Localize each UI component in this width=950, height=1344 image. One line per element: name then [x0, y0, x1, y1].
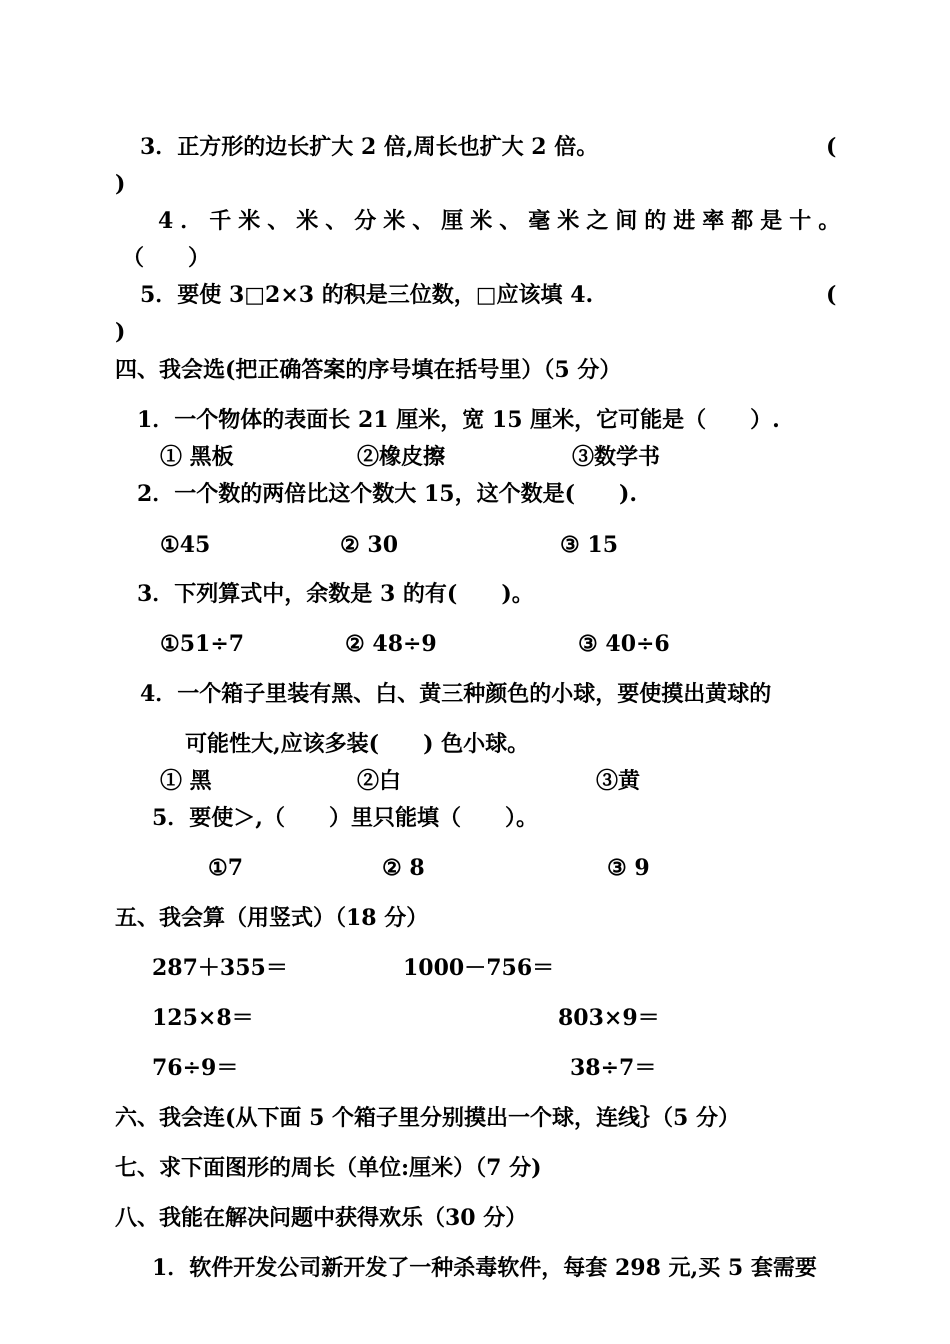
option-1: ① 黑板: [160, 444, 234, 470]
section-heading-6: 六、我会连(从下面 5 个箱子里分别摸出一个球，连线｝（5 分）: [115, 1105, 741, 1131]
judge-item-5: 5．要使 3□2×3 的积是三位数，□应该填 4.: [140, 282, 594, 308]
option-2: ②白: [357, 768, 402, 794]
choice-question-4: 4．一个箱子里装有黑、白、黄三种颜色的小球，要使摸出黄球的: [140, 681, 772, 707]
choice-question-4-cont: 可能性大,应该多装( ) 色小球。: [185, 731, 530, 757]
calc-expression: 125×8＝: [152, 1005, 254, 1031]
calc-expression: 803×9＝: [558, 1005, 660, 1031]
option-1: ①7: [208, 855, 244, 881]
option-2: ② 48÷9: [345, 631, 437, 657]
option-1: ①51÷7: [160, 631, 245, 657]
option-1: ①45: [160, 532, 211, 558]
option-3: ③ 15: [560, 532, 618, 558]
answer-paren-close: ): [115, 319, 126, 345]
section-heading-7: 七、求下面图形的周长（单位:厘米）（7 分): [115, 1155, 542, 1181]
choice-question-2: 2．一个数的两倍比这个数大 15，这个数是( ).: [137, 481, 638, 507]
option-2: ② 30: [340, 532, 398, 558]
answer-paren-open: (: [826, 282, 837, 308]
calc-expression: 76÷9＝: [152, 1055, 239, 1081]
option-3: ③ 40÷6: [578, 631, 670, 657]
calc-expression: 38÷7＝: [570, 1055, 657, 1081]
calc-expression: 1000－756＝: [403, 955, 555, 981]
option-1: ① 黑: [160, 768, 212, 794]
word-problem-1: 1．软件开发公司新开发了一种杀毒软件，每套 298 元,买 5 套需要: [152, 1255, 817, 1281]
option-2: ②橡皮擦: [357, 444, 446, 470]
option-3: ③黄: [596, 768, 641, 794]
choice-question-5: 5．要使＞,（ ）里只能填（ ）。: [152, 805, 538, 831]
option-3: ③ 9: [607, 855, 650, 881]
section-heading-4: 四、我会选(把正确答案的序号填在括号里）（5 分）: [115, 357, 622, 383]
calc-expression: 287＋355＝: [152, 955, 288, 981]
answer-paren: （ ）: [122, 245, 211, 271]
choice-question-3: 3．下列算式中，余数是 3 的有( )。: [137, 581, 534, 607]
answer-paren-open: (: [826, 134, 837, 160]
judge-item-4: 4．千米、米、分米、厘米、毫米之间的进率都是十。: [158, 208, 848, 234]
choice-question-1: 1．一个物体的表面长 21 厘米，宽 15 厘米，它可能是（ ）.: [137, 407, 780, 433]
option-3: ③数学书: [572, 444, 661, 470]
section-heading-5: 五、我会算（用竖式）（18 分）: [115, 905, 429, 931]
section-heading-8: 八、我能在解决问题中获得欢乐（30 分）: [115, 1205, 528, 1231]
answer-paren-close: ): [115, 171, 126, 197]
option-2: ② 8: [382, 855, 425, 881]
judge-item-3: 3．正方形的边长扩大 2 倍,周长也扩大 2 倍。: [140, 134, 599, 160]
